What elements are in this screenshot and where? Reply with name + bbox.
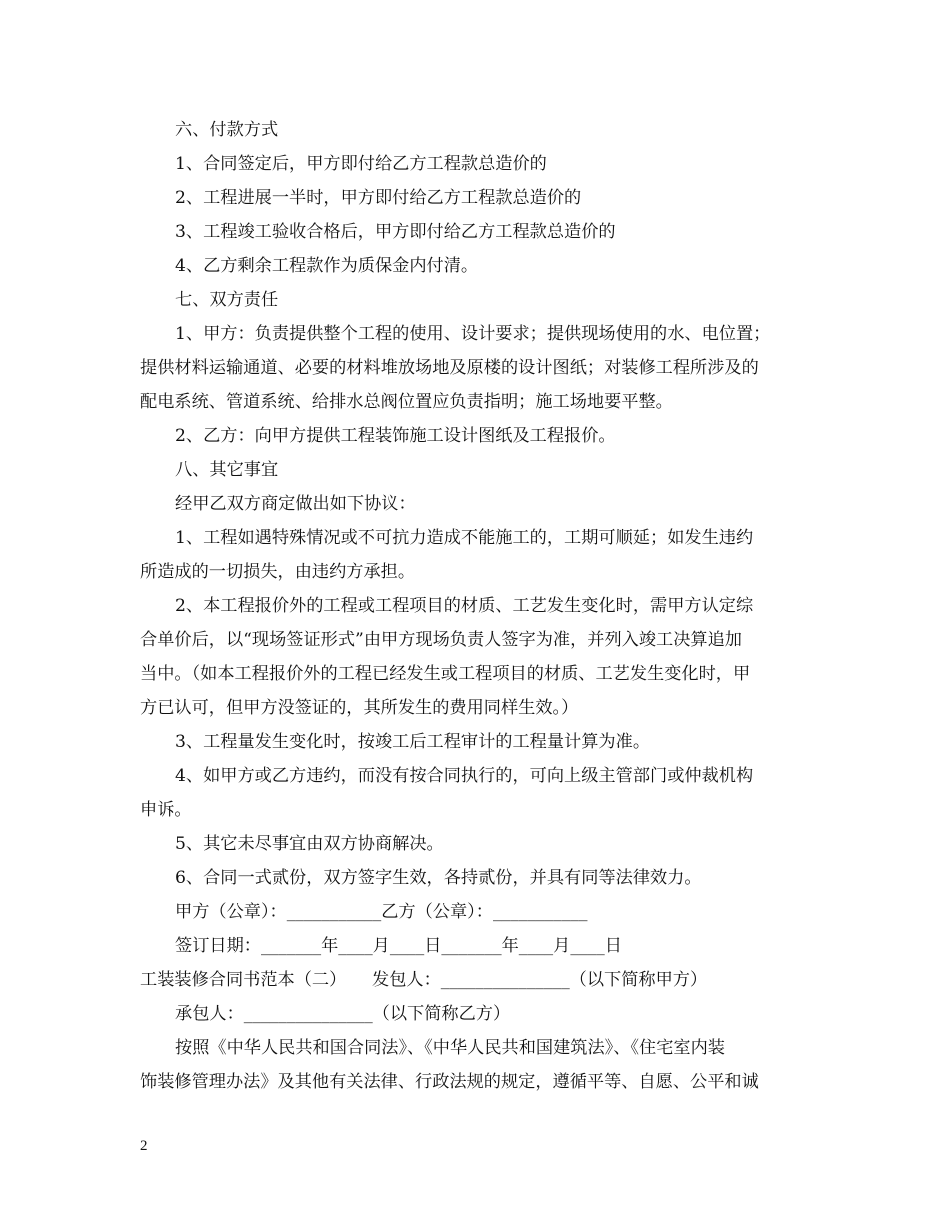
page-number: 2 — [140, 1138, 148, 1154]
paragraph-line: 所造成的一切损失，由违约方承担。 — [140, 562, 416, 582]
signature-line: 甲方（公章）：___________乙方（公章）：___________ — [175, 902, 588, 922]
paragraph-line: 4、如甲方或乙方违约，而没有按合同执行的，可向上级主管部门或仲裁机构 — [175, 766, 754, 786]
signing-date-line: 签订日期：_______年____月____日_______年____月____日 — [175, 936, 622, 956]
paragraph-line: 1、工程如遇特殊情况或不可抗力造成不能施工的，工期可顺延；如发生违约 — [175, 528, 754, 548]
paragraph-line: 3、工程量发生变化时，按竣工后工程审计的工程量计算为准。 — [175, 732, 651, 752]
section-heading-payment: 六、付款方式 — [175, 120, 279, 140]
paragraph-line: 按照《中华人民共和国合同法》、《中华人民共和国建筑法》、《住宅室内装 — [175, 1038, 725, 1058]
paragraph-line: 2、乙方：向甲方提供工程装饰施工设计图纸及工程报价。 — [175, 426, 616, 446]
section-heading-other-matters: 八、其它事宜 — [175, 460, 279, 480]
paragraph-line: 3、工程竣工验收合格后，甲方即付给乙方工程款总造价的 — [175, 222, 616, 242]
paragraph-line: 2、工程进展一半时，甲方即付给乙方工程款总造价的 — [175, 188, 582, 208]
contract-title-line: 工装装修合同书范本（二） 发包人：_______________（以下简称甲方） — [140, 970, 708, 990]
section-heading-responsibilities: 七、双方责任 — [175, 290, 279, 310]
paragraph-line: 5、其它未尽事宜由双方协商解决。 — [175, 834, 444, 854]
paragraph-line: 饰装修管理办法》及其他有关法律、行政法规的规定，遵循平等、自愿、公平和诚 — [140, 1072, 759, 1092]
paragraph-line: 方已认可，但甲方没签证的，其所发生的费用同样生效。） — [140, 698, 579, 718]
paragraph-line: 2、本工程报价外的工程或工程项目的材质、工艺发生变化时，需甲方认定综 — [175, 596, 754, 616]
paragraph-line: 配电系统、管道系统、给排水总阀位置应负责指明；施工场地要平整。 — [140, 392, 673, 412]
contractor-line: 承包人：_______________（以下简称乙方） — [175, 1004, 511, 1024]
paragraph-line: 合单价后，以“现场签证形式”由甲方现场负责人签字为准，并列入竣工决算追加 — [140, 630, 742, 650]
paragraph-line: 提供材料运输通道、必要的材料堆放场地及原楼的设计图纸；对装修工程所涉及的 — [140, 358, 759, 378]
paragraph-line: 经甲乙双方商定做出如下协议： — [175, 494, 416, 514]
paragraph-line: 1、甲方：负责提供整个工程的使用、设计要求；提供现场使用的水、电位置； — [175, 324, 771, 344]
paragraph-line: 4、乙方剩余工程款作为质保金内付清。 — [175, 256, 479, 276]
paragraph-line: 申诉。 — [140, 800, 192, 820]
paragraph-line: 6、合同一式贰份，双方签字生效，各持贰份，并具有同等法律效力。 — [175, 868, 702, 888]
paragraph-line: 当中。（如本工程报价外的工程已经发生或工程项目的材质、工艺发生变化时，甲 — [140, 664, 751, 684]
paragraph-line: 1、合同签定后，甲方即付给乙方工程款总造价的 — [175, 154, 547, 174]
